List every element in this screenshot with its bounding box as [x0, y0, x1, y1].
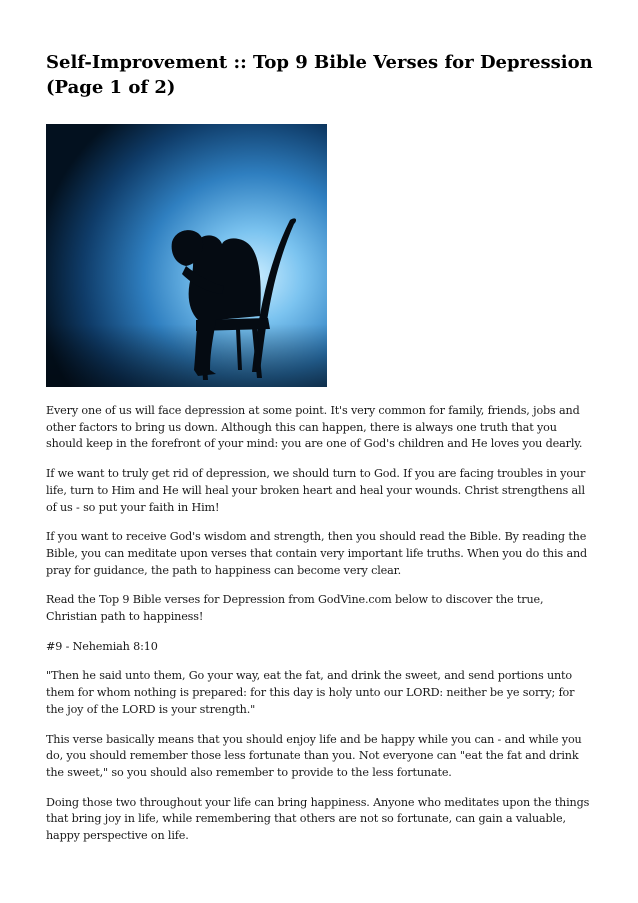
paragraph: This verse basically means that you should enjoy life and be happy while you can - and while you do, you should remember those less fortunate than you. Not everyone can "eat the fat and drink the sweet," so you should also remember to provide to the less fortunate. — [46, 732, 582, 779]
paragraph: If we want to truly get rid of depression, we should turn to God. If you are facing troubles in your life, turn to Him and He will heal your broken heart and heal your wounds. Christ strengthens all of us - so put your faith in Him! — [46, 467, 586, 514]
paragraph: Every one of us will face depression at some point. It's very common for family, friends, jobs and other factors to bring us down. Although this can happen, there is always one truth that you should keep in the forefront of your mind: you are one of God's children and He loves you dearly. — [46, 404, 583, 451]
verse-heading: #9 - Nehemiah 8:10 — [46, 639, 158, 653]
article-body — [46, 403, 594, 858]
paragraph: Read the Top 9 Bible verses for Depression from GodVine.com below to discover the true, Christian path to happiness! — [46, 593, 544, 624]
photo-floor-shade — [46, 324, 327, 387]
paragraph: Doing those two throughout your life can bring happiness. Anyone who meditates upon the things that bring joy in life, while remembering that others are not so fortunate, can gain a valuable, happy perspective on life. — [46, 795, 590, 843]
hero-photo-sad-man-on-chair — [46, 124, 327, 387]
verse-quote: "Then he said unto them, Go your way, eat the fat, and drink the sweet, and send portions unto them for whom nothing is prepared: for this day is holy unto our LORD: neither be ye sorry; for the joy of the LORD is your strength." — [46, 669, 575, 716]
page-title: Self-Improvement :: Top 9 Bible Verses for Depression (Page 1 of 2) — [46, 52, 593, 98]
paragraph: If you want to receive God's wisdom and strength, then you should read the Bible. By reading the Bible, you can meditate upon verses that contain very important life truths. When you do this and pray for guidance, the path to happiness can become very clear. — [46, 530, 588, 577]
